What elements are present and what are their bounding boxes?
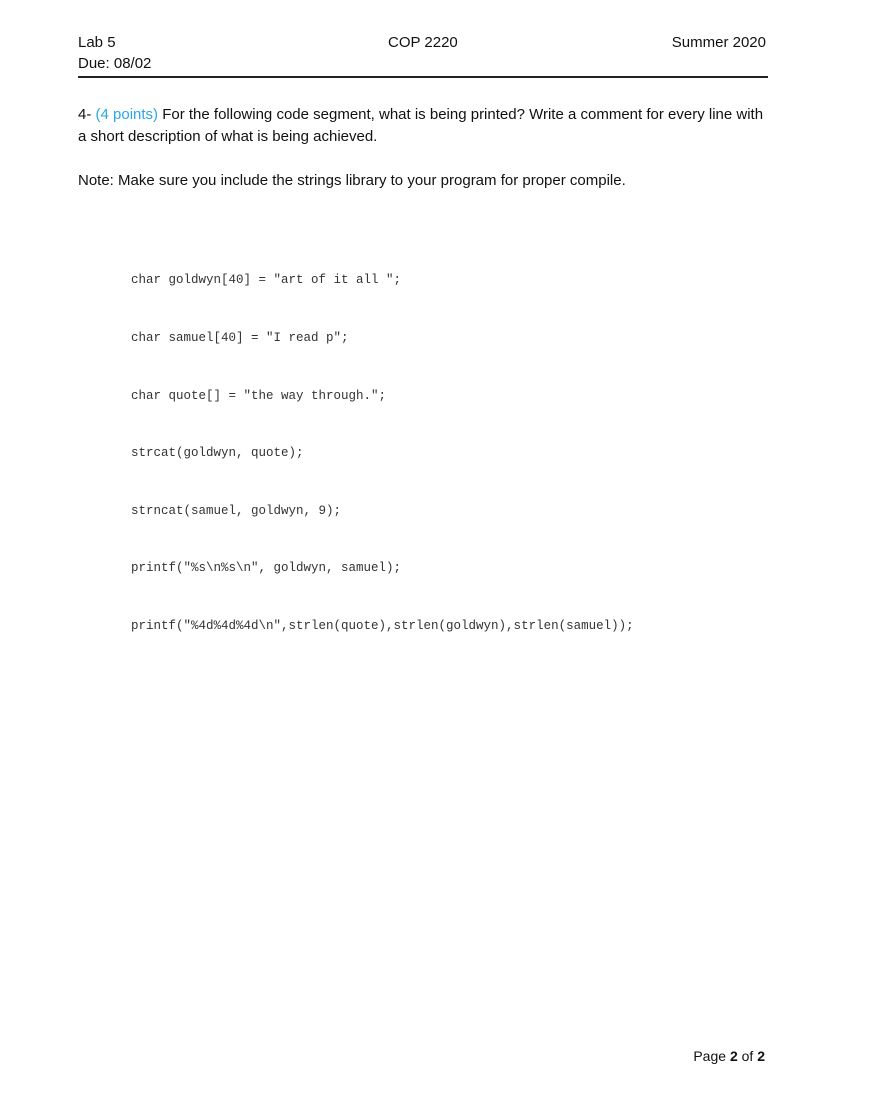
lab-number: Lab 5	[78, 34, 116, 51]
code-segment	[131, 233, 781, 675]
code-line: char samuel[40] = "I read p";	[131, 331, 349, 346]
due-date: Due: 08/02	[78, 55, 152, 72]
current-page-number: 2	[729, 1048, 738, 1064]
compile-note: Note: Make sure you include the strings library to your program for proper compile.	[78, 172, 626, 189]
header-left-block	[78, 32, 151, 74]
page-footer	[693, 1046, 765, 1066]
of-word: of	[741, 1048, 754, 1064]
code-line: strncat(samuel, goldwyn, 9);	[131, 503, 342, 518]
code-line: char goldwyn[40] = "art of it all ";	[131, 273, 402, 288]
code-line: printf("%4d%4d%4d\n",strlen(quote),strlen(goldwyn),strlen(samuel));	[131, 619, 634, 634]
question-number: 4-	[78, 106, 92, 123]
question-text: For the following code segment, what is being printed? Write a comment for every line with a short description of what is being achieved.	[78, 106, 764, 145]
page-header	[78, 30, 768, 78]
course-code: COP 2220	[388, 34, 458, 51]
total-page-count: 2	[757, 1048, 765, 1064]
term: Summer 2020	[671, 34, 766, 51]
question-points: (4 points)	[95, 106, 159, 123]
question-prompt	[78, 104, 768, 148]
code-line: strcat(goldwyn, quote);	[131, 446, 304, 461]
code-line: char quote[] = "the way through.";	[131, 388, 387, 403]
code-line: printf("%s\n%s\n", goldwyn, samuel);	[131, 561, 402, 576]
page-word: Page	[693, 1048, 727, 1064]
